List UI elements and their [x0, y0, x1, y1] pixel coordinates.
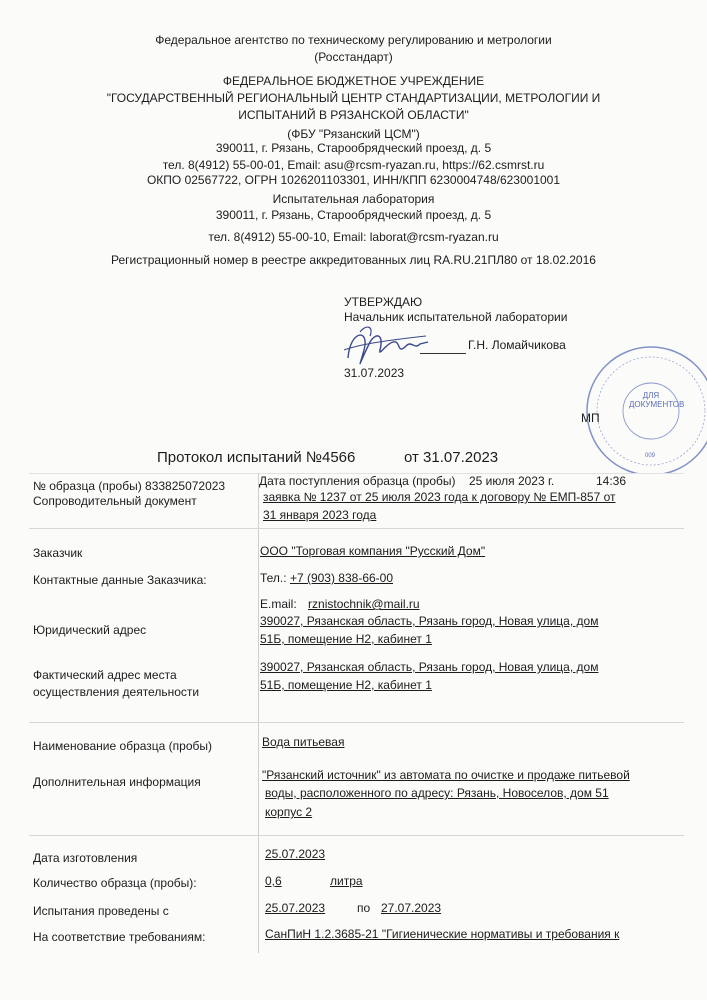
lab-contacts: тел. 8(4912) 55-00-10, Email: laborat@rcsm-ryazan.ru	[208, 230, 499, 244]
table-divider	[258, 473, 259, 953]
compliance-value: СанПиН 1.2.3685-21 "Гигиенические нормативы и требования к	[265, 927, 620, 941]
actual-address-label-line1: Фактический адрес места	[33, 668, 177, 682]
quantity-value: 0,6	[265, 874, 282, 888]
tested-label: Испытания проведены с	[33, 904, 169, 918]
institution-type: ФЕДЕРАЛЬНОЕ БЮДЖЕТНОЕ УЧРЕЖДЕНИЕ	[222, 74, 485, 88]
seal-label: МП	[581, 411, 600, 425]
doc-value-line2: 31 января 2023 года	[263, 508, 377, 522]
sample-name-value: Вода питьевая	[262, 735, 345, 749]
institution-name-line2: ИСПЫТАНИЙ В РЯЗАНСКОЙ ОБЛАСТИ"	[238, 108, 469, 122]
protocol-date: от 31.07.2023	[404, 449, 499, 466]
compliance-label: На соответствие требованиям:	[33, 930, 206, 944]
quantity-label: Количество образца (пробы):	[33, 876, 197, 890]
institution-name-line1: "ГОСУДАРСТВЕННЫЙ РЕГИОНАЛЬНЫЙ ЦЕНТР СТАНДАРТИЗАЦИИ, МЕТРОЛОГИИ И	[106, 91, 601, 105]
agency-name: Федеральное агентство по техническому регулированию и метрологии	[155, 33, 552, 47]
stamp-text: ДЛЯ ДОКУМЕНТОВ	[629, 391, 685, 409]
lab-title: Испытательная лаборатория	[272, 192, 435, 206]
email-row	[260, 597, 420, 611]
sample-number-label: № образца (пробы) 833825072023	[33, 479, 226, 493]
extra-info-line3: корпус 2	[265, 805, 313, 819]
customer-label: Заказчик	[33, 546, 83, 560]
institution-address: 390011, г. Рязань, Старообрядческий проезд, д. 5	[215, 141, 492, 155]
contacts-label: Контактные данные Заказчика:	[33, 573, 207, 587]
actual-address-label-line2: осуществления деятельности	[33, 685, 200, 699]
email-link[interactable]: rznistochnik@mail.ru	[308, 597, 420, 611]
actual-address-line2: 51Б, помещение Н2, кабинет 1	[260, 678, 432, 692]
manufacture-date-label: Дата изготовления	[33, 851, 138, 865]
institution-contacts: тел. 8(4912) 55-00-01, Email: asu@rcsm-ryazan.ru, https://62.csmrst.ru	[162, 158, 545, 172]
lab-address: 390011, г. Рязань, Старообрядческий проезд, д. 5	[215, 208, 492, 222]
approval-position: Начальник испытательной лаборатории	[344, 310, 568, 324]
receipt-date: 25 июля 2023 г.	[469, 474, 555, 488]
phone-prefix: Тел.:	[260, 571, 290, 585]
extra-info-line1: "Рязанский источник" из автомата по очистке и продаже питьевой	[262, 768, 630, 782]
agency-short: (Росстандарт)	[314, 50, 393, 64]
protocol-title: Протокол испытаний №4566	[157, 449, 356, 466]
row-separator	[29, 722, 684, 723]
institution-codes: ОКПО 02567722, ОГРН 1026201103301, ИНН/КПП 6230004748/623001001	[146, 173, 561, 187]
extra-info-line2: воды, расположенного по адресу: Рязань, Новоселов, дом 51	[265, 786, 609, 800]
legal-address-label: Юридический адрес	[33, 623, 147, 637]
receipt-label: Дата поступления образца (пробы)	[259, 474, 456, 488]
official-stamp	[583, 343, 707, 473]
phone-row	[260, 571, 393, 585]
institution-short: (ФБУ "Рязанский ЦСМ")	[287, 127, 420, 141]
tested-from: 25.07.2023	[265, 901, 326, 915]
receipt-time: 14:36	[596, 474, 627, 488]
approval-date: 31.07.2023	[344, 366, 405, 380]
legal-address-line1: 390027, Рязанская область, Рязань город, Новая улица, дом	[260, 614, 599, 628]
doc-label: Сопроводительный документ	[33, 494, 197, 508]
row-separator	[29, 528, 684, 529]
extra-info-label: Дополнительная информация	[33, 775, 201, 789]
tested-to: 27.07.2023	[381, 901, 442, 915]
legal-address-line2: 51Б, помещение Н2, кабинет 1	[260, 632, 432, 646]
approval-title: УТВЕРЖДАЮ	[344, 295, 423, 309]
doc-value-line1: заявка № 1237 от 25 июля 2023 года к договору № ЕМП-857 от	[263, 490, 616, 504]
approver-name: Г.Н. Ломайчикова	[468, 338, 566, 352]
customer-value: ООО "Торговая компания "Русский Дом"	[260, 544, 486, 558]
manufacture-date-value: 25.07.2023	[265, 847, 326, 861]
sample-name-label: Наименование образца (пробы)	[33, 739, 212, 753]
actual-address-line1: 390027, Рязанская область, Рязань город, Новая улица, дом	[260, 660, 599, 674]
handwritten-signature	[340, 320, 430, 370]
email-prefix: E.mail:	[260, 597, 297, 611]
row-separator	[29, 835, 684, 836]
tested-to-word: по	[357, 901, 371, 915]
stamp-bottom: 009	[645, 453, 656, 459]
quantity-unit: литра	[330, 874, 363, 888]
registry-number: Регистрационный номер в реестре аккредитованных лиц RA.RU.21ПЛ80 от 18.02.2016	[111, 253, 596, 267]
phone-link[interactable]: +7 (903) 838-66-00	[289, 571, 394, 585]
